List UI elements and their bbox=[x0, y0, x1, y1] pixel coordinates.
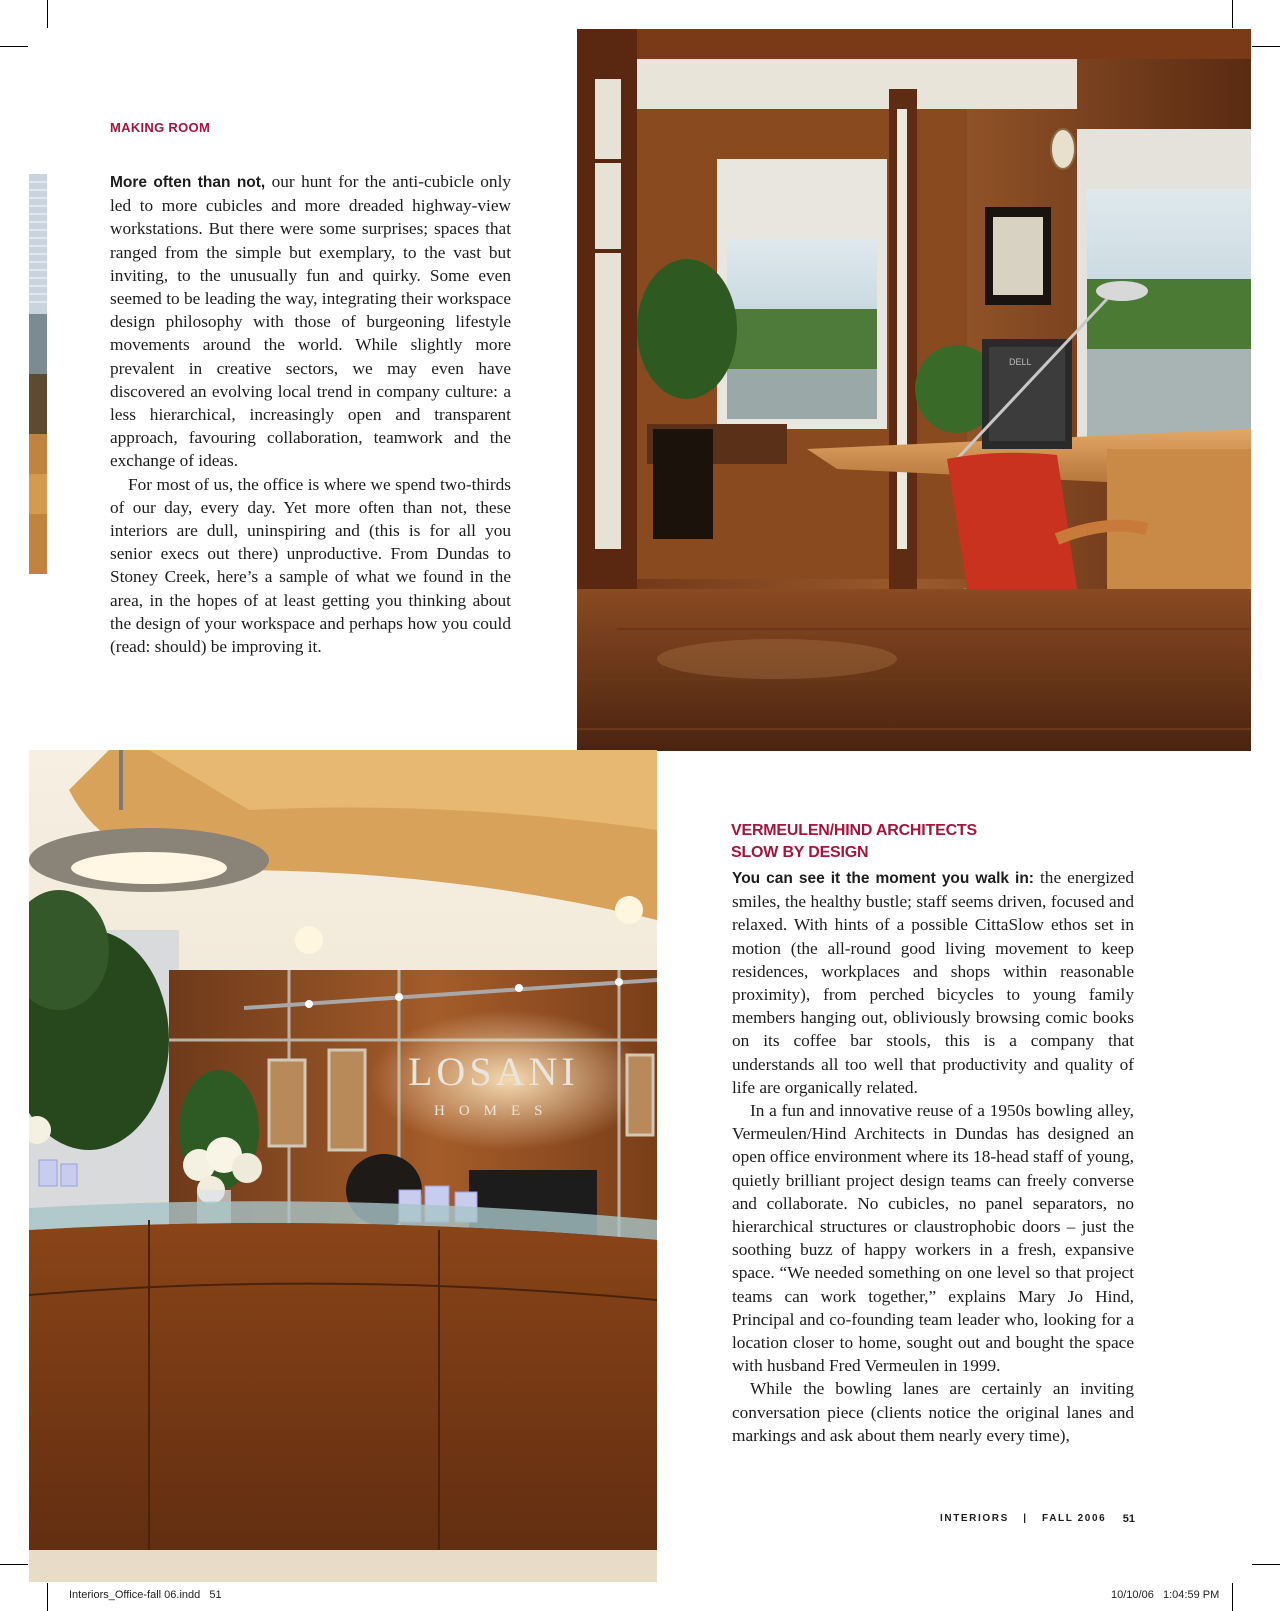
folio-page-number: 51 bbox=[1122, 1513, 1135, 1525]
losani-sign-sub: HOMES bbox=[434, 1103, 557, 1119]
folio-issue: FALL 2006 bbox=[1042, 1513, 1107, 1524]
crop-mark bbox=[47, 0, 48, 28]
folio bbox=[940, 1513, 1135, 1524]
intro-text bbox=[110, 170, 511, 658]
crop-mark bbox=[1252, 46, 1280, 47]
slug-timestamp: 10/10/06 1:04:59 PM bbox=[1111, 1589, 1220, 1601]
reception-photo bbox=[29, 750, 657, 1582]
article-headline bbox=[731, 820, 1151, 864]
crop-mark bbox=[1232, 1583, 1233, 1611]
left-bleed-image bbox=[29, 174, 47, 574]
folio-magazine: INTERIORS bbox=[940, 1513, 1009, 1524]
crop-mark bbox=[1232, 0, 1233, 28]
article-headline-line-2: SLOW BY DESIGN bbox=[731, 844, 869, 861]
intro-paragraph-1-text: our hunt for the anti-cubicle only led to more cubicles and more dreaded highway-view workstations. But there were some surprises; spaces that ranged from the simple but exemplary, to the vast but inviting, to the unusually fun and quirky. Some even seemed to be leading the way, integrating their workspace design philosophy with those of burgeoning lifestyle movements around the world. While slightly more prevalent in creative sectors, we may even have discovered an evolving local trend in company culture: a less hierarchical, increasingly open and transparent approach, favouring collaboration, teamwork and the exchange of ideas. bbox=[110, 172, 512, 471]
crop-mark bbox=[0, 46, 28, 47]
slug-file: Interiors_Office-fall 06.indd 51 bbox=[69, 1589, 222, 1601]
article-lead: You can see it the moment you walk in: bbox=[732, 870, 1034, 887]
crop-mark bbox=[47, 1583, 48, 1611]
intro-paragraph-1 bbox=[110, 170, 511, 473]
intro-paragraph-2: For most of us, the office is where we spend two-thirds of our day, every day. Yet more often than not, these interiors are dull, uninspiring and (this is for all you senior execs out there) unproductive. From Dundas to Stoney Creek, here’s a sample of what we found in the area, in the hopes of at least getting you thinking about the design of your workspace and perhaps how you could (read: should) be improving it. bbox=[110, 474, 511, 657]
article-paragraph-3: While the bowling lanes are certainly an inviting conversation piece (clients notice the original lanes and markings and ask about them nearly every time), bbox=[732, 1379, 1134, 1445]
article-headline-line-1: VERMEULEN/HIND ARCHITECTS bbox=[731, 822, 977, 839]
monitor-brand: DELL bbox=[1009, 357, 1032, 367]
folio-divider: | bbox=[1023, 1513, 1028, 1524]
section-kicker: MAKING ROOM bbox=[110, 120, 211, 135]
office-photo bbox=[577, 29, 1251, 751]
losani-sign-brand: LOSANI bbox=[408, 1049, 579, 1094]
article-paragraph-2: In a fun and innovative reuse of a 1950s bowling alley, Vermeulen/Hind Architects in Dundas has designed an open office environment where its 18-head staff of young, quietly brilliant project design teams can freely converse and collaborate. No cubicles, no panel separators, no hierarchical structures or claustrophobic doors – just the soothing buzz of happy workers in a fresh, expansive space. “We needed something on one level so that project teams can work together,” explains Mary Jo Hind, Principal and co-founding team leader who, looking for a location closer to home, sought out and bought the space with husband Fred Vermeulen in 1999. bbox=[732, 1101, 1134, 1376]
crop-mark bbox=[0, 1564, 28, 1565]
article-paragraph-1 bbox=[732, 866, 1134, 1099]
article-text bbox=[732, 866, 1134, 1447]
article-paragraph-1-text: the energized smiles, the healthy bustle; staff seems driven, focused and relaxed. With hints of a possible CittaSlow ethos set in motion (the all-round good living movement to keep residences, workplaces and shops within reasonable proximity), from perched bicycles to young family members hanging out, obliviously browsing comic books on its coffee bar stools, this is a company that understands all too well that productivity and quality of life are organically related. bbox=[732, 868, 1134, 1097]
intro-lead: More often than not, bbox=[110, 174, 266, 191]
crop-mark bbox=[1252, 1564, 1280, 1565]
